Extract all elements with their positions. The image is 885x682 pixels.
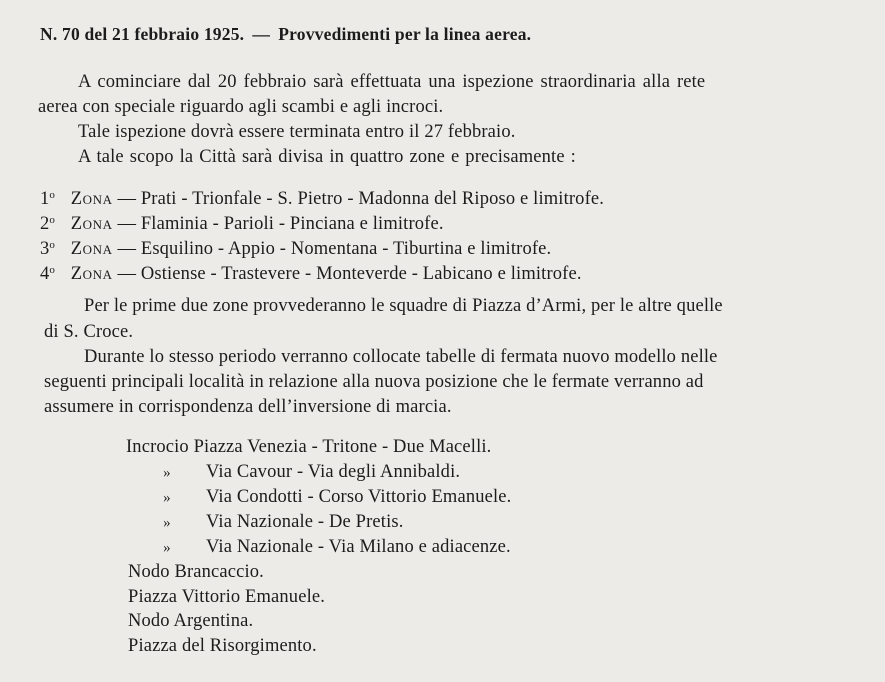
zone-areas: — Prati - Trionfale - S. Pietro - Madonna del Riposo e limitrofe. (117, 189, 605, 209)
intro-line-3: Tale ispezione dovrà essere terminata entro il 27 febbraio. (78, 122, 516, 142)
intro-line-1: A cominciare dal 20 febbraio sarà effettuata una ispezione straordinaria alla rete (78, 72, 706, 92)
stop-item (128, 485, 511, 510)
stop-item: Incrocio Piazza Venezia - Tritone - Due Macelli. (126, 437, 492, 457)
zone-line-1 (40, 183, 604, 211)
ditto-mark: » (163, 490, 171, 506)
zone-line-4 (40, 258, 582, 286)
zone-areas: — Esquilino - Appio - Nomentana - Tiburtina e limitrofe. (117, 239, 552, 259)
stop-place: Via Nazionale - Via Milano e adiacenze. (206, 537, 511, 557)
zone-label: Zona (70, 264, 113, 284)
heading-subject: Provvedimenti per la linea aerea. (278, 24, 532, 44)
zone-areas: — Ostiense - Trastevere - Monteverde - Labicano e limitrofe. (117, 264, 582, 284)
stop-item: Nodo Argentina. (128, 611, 254, 631)
zone-areas: — Flaminia - Parioli - Pinciana e limitrofe. (117, 214, 444, 234)
ditto-mark: » (163, 465, 171, 481)
heading-dash: — (252, 24, 271, 44)
zone-label: Zona (70, 214, 113, 234)
signs-line-3: assumere in corrispondenza dell’inversione di marcia. (44, 397, 452, 417)
zone-ordinal: 2$^o$ (40, 214, 56, 234)
intro-line-4: A tale scopo la Città sarà divisa in quattro zone e precisamente : (78, 147, 576, 167)
signs-line-1: Durante lo stesso periodo verranno collocate tabelle di fermata nuovo modello nelle (84, 347, 718, 367)
stop-item: Piazza del Risorgimento. (128, 636, 317, 656)
squads-line-1: Per le prime due zone provvederanno le squadre di Piazza d’Armi, per le altre quelle (84, 296, 723, 316)
ditto-mark: » (163, 540, 171, 556)
squads-line-2: di S. Croce. (44, 322, 134, 342)
ditto-mark: » (163, 515, 171, 531)
zone-label: Zona (70, 189, 113, 209)
stop-item (128, 460, 460, 485)
zone-ordinal: 1$^o$ (40, 189, 56, 209)
signs-line-2: seguenti principali località in relazione alla nuova posizione che le fermate verranno ad (44, 372, 704, 392)
heading-number: N. 70 del 21 febbraio 1925. (40, 24, 245, 44)
stop-item (128, 535, 511, 560)
intro-line-2: aerea con speciale riguardo agli scambi e agli incroci. (38, 97, 444, 117)
zone-ordinal: 4$^o$ (40, 264, 56, 284)
stop-item: Nodo Brancaccio. (128, 562, 264, 582)
document-heading (40, 22, 531, 46)
stop-place: Via Cavour - Via degli Annibaldi. (206, 462, 461, 482)
stop-place: Via Nazionale - De Pretis. (206, 512, 404, 532)
stop-item (128, 510, 403, 535)
stop-item: Piazza Vittorio Emanuele. (128, 587, 325, 607)
zone-ordinal: 3$^o$ (40, 239, 56, 259)
stop-place: Via Condotti - Corso Vittorio Emanuele. (206, 487, 512, 507)
zone-label: Zona (70, 239, 113, 259)
zone-line-2 (40, 208, 444, 236)
zone-line-3 (40, 233, 551, 261)
